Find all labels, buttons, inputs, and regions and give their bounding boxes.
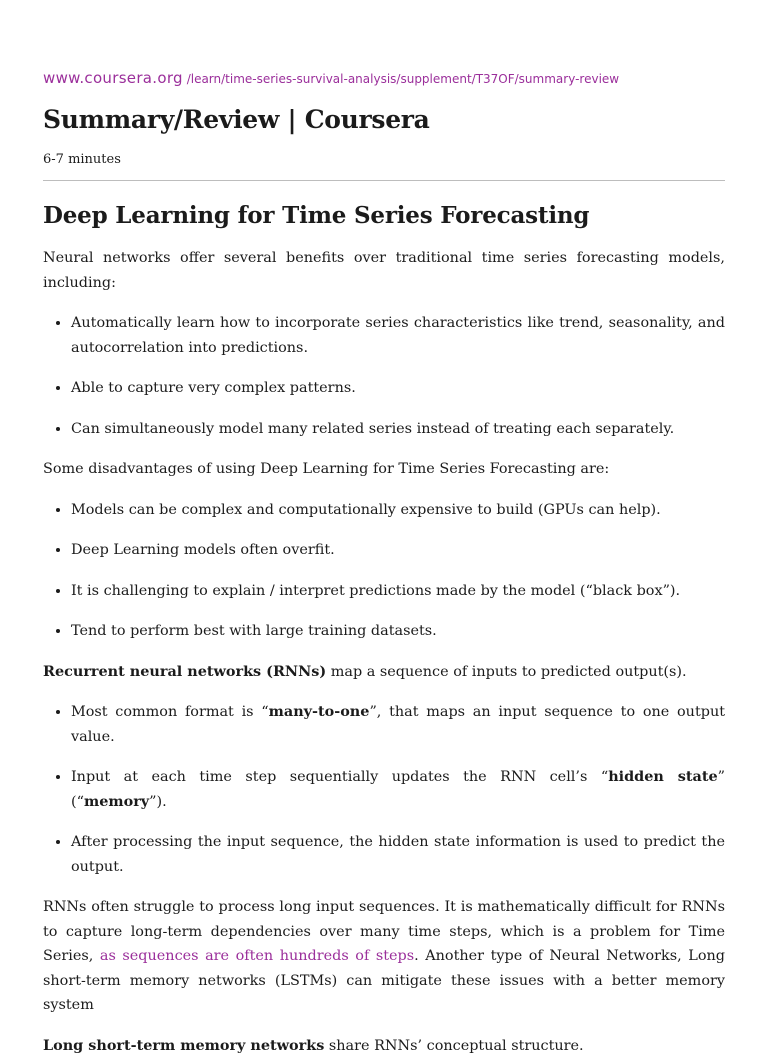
lstm-paragraph <box>43 1034 725 1058</box>
url-path[interactable]: /learn/time-series-survival-analysis/supplement/T37OF/summary-review <box>183 72 619 86</box>
text-span: Most common format is “ <box>71 704 269 720</box>
url-domain[interactable]: www.coursera.org <box>43 69 183 87</box>
text-span: ”). <box>149 794 167 810</box>
list-item: • Automatically learn how to incorporate series characteristics like trend, seasonality, and autocorrelation into predictions. <box>71 311 725 360</box>
rnn-intro-paragraph <box>43 660 725 685</box>
text-span: ”, that maps an input sequence to one output value. <box>71 704 725 745</box>
article-page <box>43 0 725 1058</box>
rnn-struggle-paragraph <box>43 895 725 1018</box>
rnn-intro-text: map a sequence of inputs to predicted output(s). <box>326 664 686 680</box>
rnn-term: Recurrent neural networks (RNNs) <box>43 663 326 680</box>
list-item: • Models can be complex and computationally expensive to build (GPUs can help). <box>71 498 725 523</box>
list-item: • Can simultaneously model many related series instead of treating each separately. <box>71 417 725 442</box>
list-item: • Deep Learning models often overfit. <box>71 538 725 563</box>
header-divider <box>43 180 725 181</box>
bold-term: hidden state <box>608 768 717 785</box>
read-time: 6-7 minutes <box>43 151 725 169</box>
text-span: share RNNs’ conceptual structure. <box>324 1038 583 1054</box>
list-item: • Able to capture very complex patterns. <box>71 376 725 401</box>
list-item: • Tend to perform best with large training datasets. <box>71 619 725 644</box>
inline-link[interactable]: as sequences are often hundreds of steps <box>100 948 414 964</box>
list-item <box>71 765 725 814</box>
list-item <box>71 700 725 749</box>
text-span: . Another type of Neural Networks, Long short-term memory networks (LSTMs) can mitigate these issues with a better memory system <box>43 948 725 1013</box>
page-title: Summary/Review | Coursera <box>43 103 725 137</box>
list-item: • After processing the input sequence, the hidden state information is used to predict the output. <box>71 830 725 879</box>
text-span: RNNs often struggle to process long input sequences. It is mathematically difficult for RNNs to capture long-term dependencies over many time steps, which is a problem for Time Series, <box>43 899 725 964</box>
rnn-list <box>43 700 725 879</box>
benefits-list <box>43 311 725 441</box>
source-url[interactable] <box>43 68 725 89</box>
list-item: • It is challenging to explain / interpret predictions made by the model (“black box”). <box>71 579 725 604</box>
disadvantages-list <box>43 498 725 644</box>
intro-paragraph: Neural networks offer several benefits over traditional time series forecasting models, including: <box>43 246 725 295</box>
lstm-term: Long short-term memory networks <box>43 1037 324 1054</box>
text-span: ” (“ <box>71 769 725 810</box>
bold-term: memory <box>84 793 149 810</box>
bold-term: many-to-one <box>269 703 370 720</box>
section-heading: Deep Learning for Time Series Forecasting <box>43 200 725 232</box>
disadvantages-intro: Some disadvantages of using Deep Learning for Time Series Forecasting are: <box>43 457 725 482</box>
text-span: Input at each time step sequentially updates the RNN cell’s “ <box>71 769 608 785</box>
